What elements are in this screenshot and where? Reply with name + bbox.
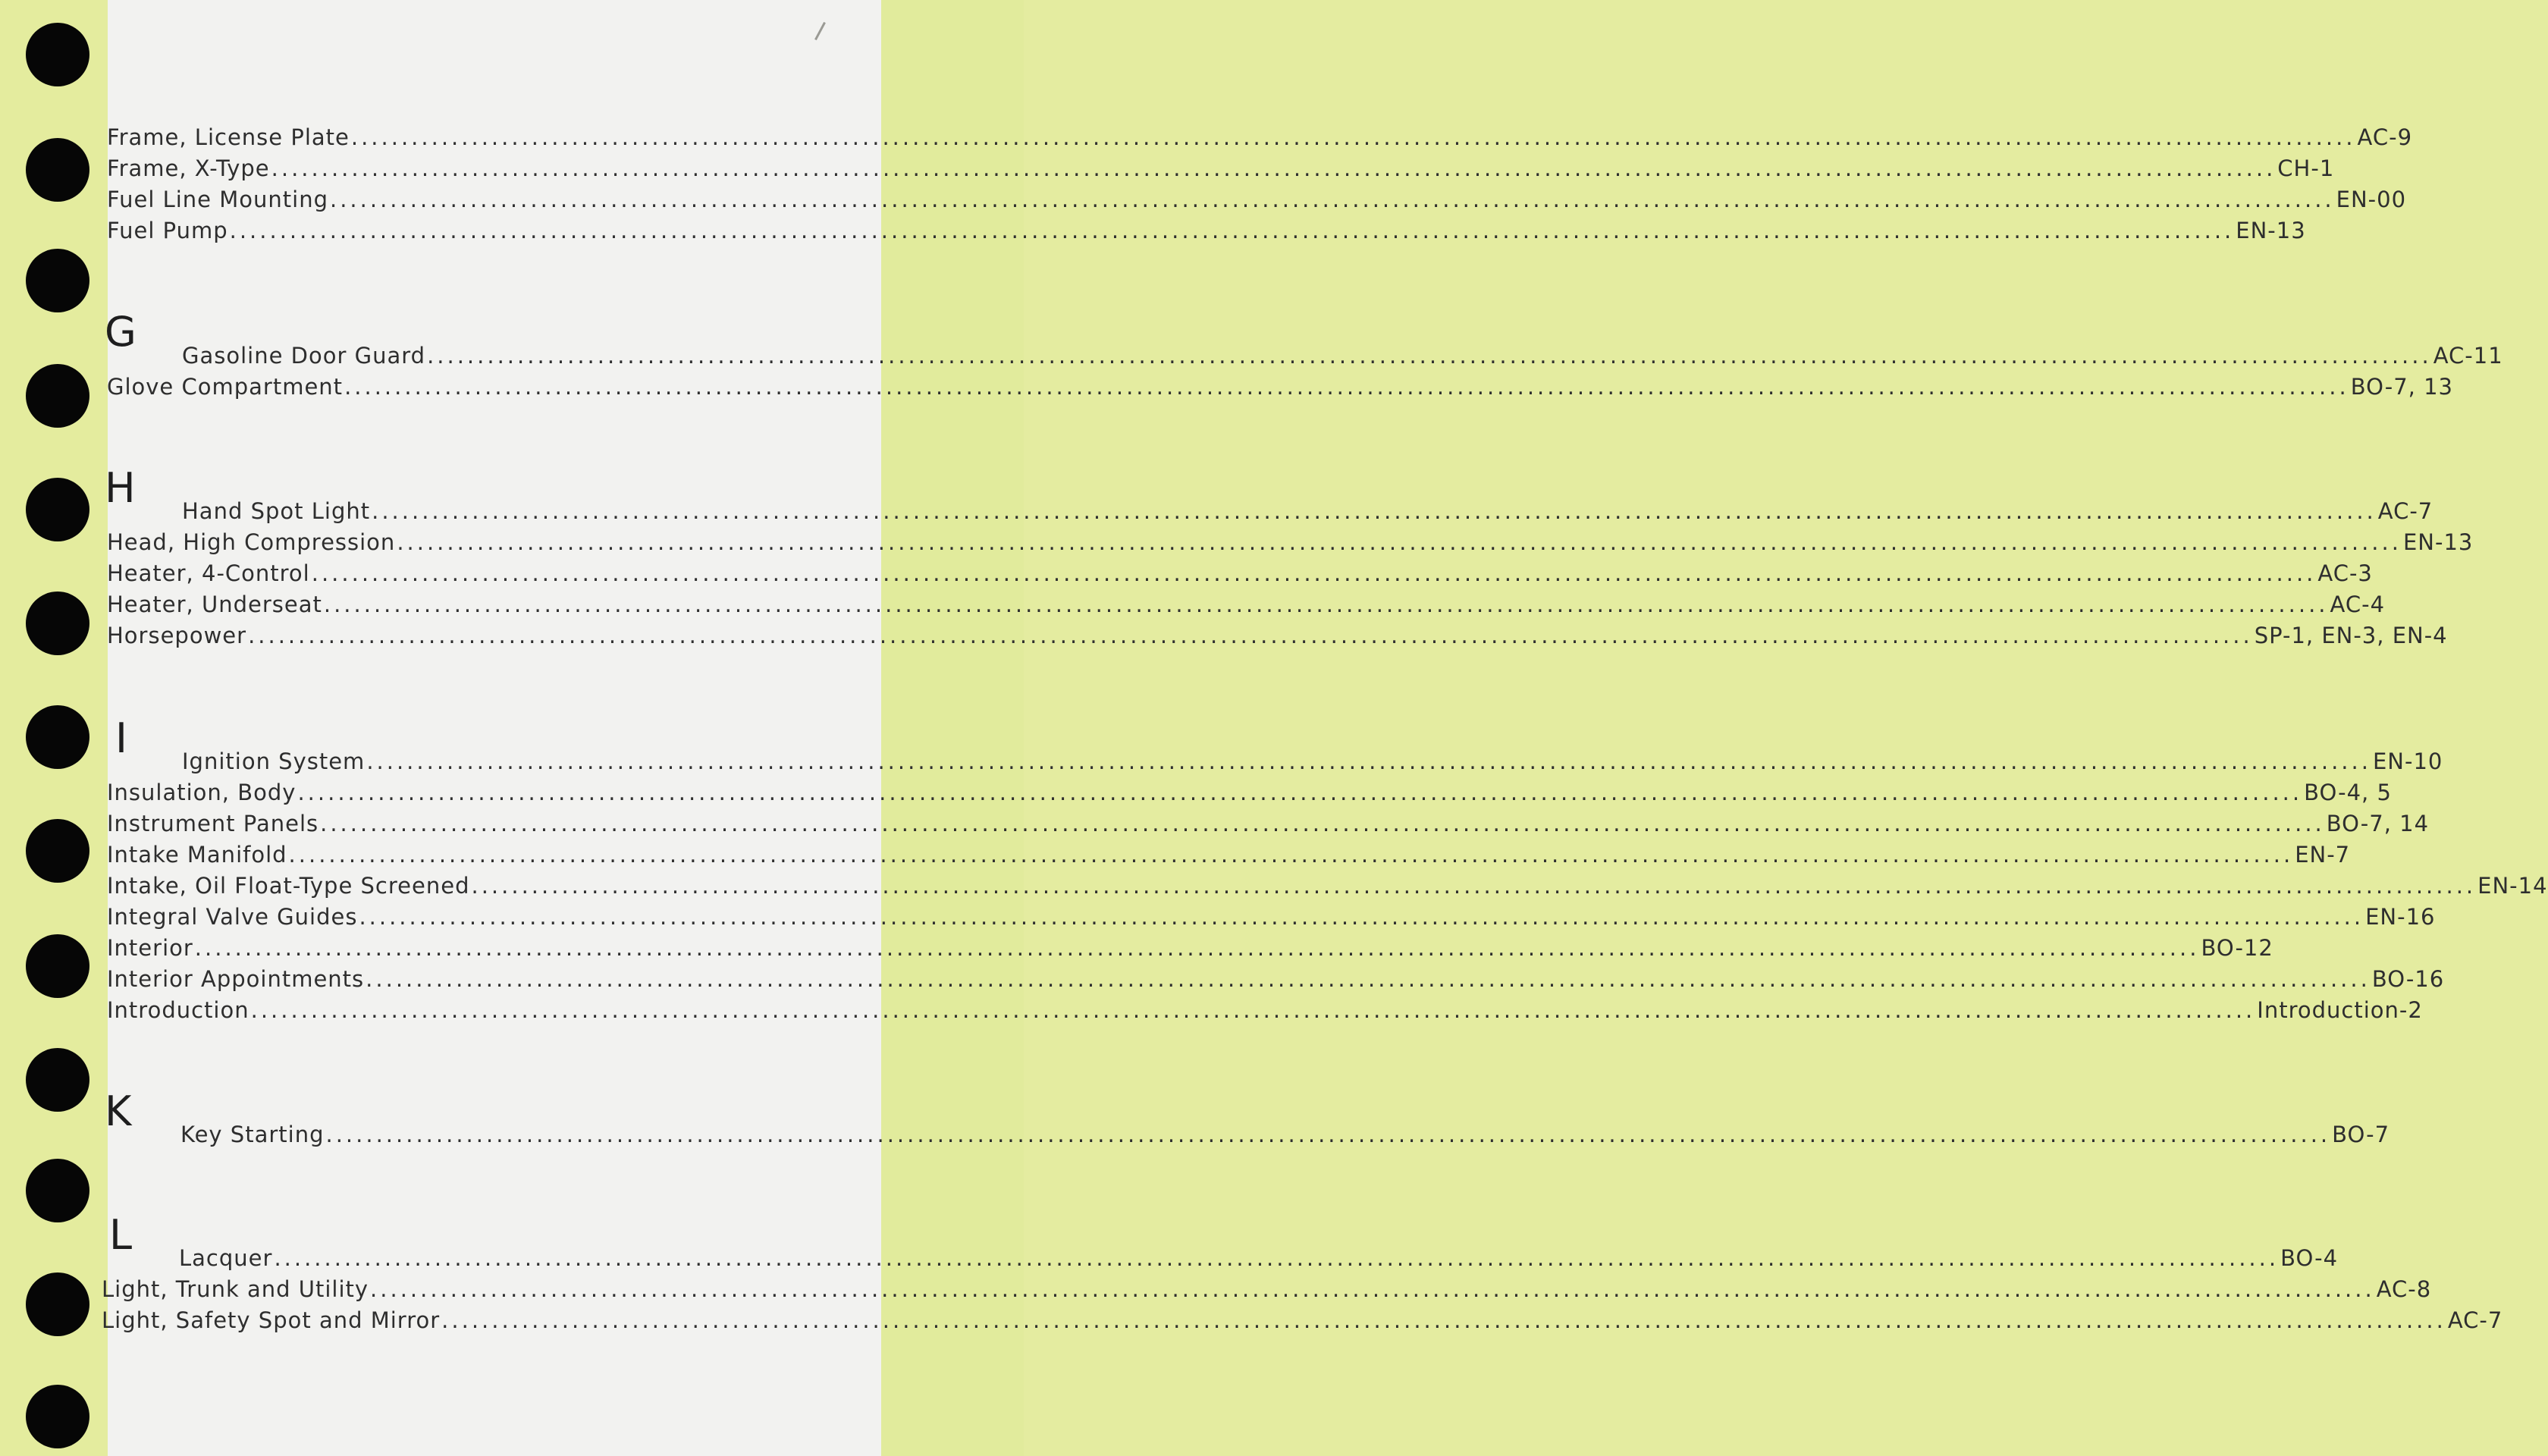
dot-leader: ........................................................................................................................................................................................................ — [344, 374, 2349, 400]
entry-label: Fuel Line Mounting — [107, 187, 328, 212]
binder-hole — [26, 705, 89, 769]
entry-label: Interior Appointments — [107, 966, 365, 992]
index-entry — [107, 155, 2335, 182]
entry-label: Ignition System — [182, 748, 366, 774]
entry-label: Heater, Underseat — [107, 592, 322, 617]
section-letter: I — [115, 714, 127, 762]
entry-label: Light, Trunk and Utility — [102, 1276, 369, 1302]
entry-label: Horsepower — [107, 623, 247, 648]
index-entry — [107, 622, 2448, 649]
binder-hole — [26, 249, 89, 312]
entry-page: Introduction-2 — [2257, 997, 2423, 1023]
index-entry — [107, 841, 2351, 868]
index-entry — [107, 186, 2407, 213]
entry-label: Frame, X-Type — [107, 155, 270, 181]
dot-leader: ........................................................................................................................................................................................................ — [350, 124, 2356, 150]
entry-label: Glove Compartment — [107, 374, 344, 400]
entry-label: Key Starting — [180, 1122, 325, 1147]
entry-page: EN-13 — [2236, 218, 2306, 243]
dot-leader: ........................................................................................................................................................................................................ — [397, 529, 2402, 555]
dot-leader: ........................................................................................................................................................................................................ — [325, 1122, 2331, 1147]
entry-page: AC-9 — [2357, 124, 2413, 150]
index-entry — [107, 124, 2413, 151]
entry-page: BO-7, 14 — [2326, 811, 2430, 836]
index-entry — [102, 1307, 2503, 1334]
index-entry — [107, 217, 2306, 244]
dot-leader: ........................................................................................................................................................................................................ — [271, 155, 2277, 181]
binder-hole — [26, 23, 89, 86]
dot-leader: ........................................................................................................................................................................................................ — [250, 997, 2256, 1023]
entry-page: BO-12 — [2201, 935, 2273, 961]
index-entry — [107, 779, 2392, 806]
index-entry — [102, 1276, 2432, 1303]
entry-label: Gasoline Door Guard — [182, 343, 426, 369]
dot-leader: ........................................................................................................................................................................................................ — [229, 218, 2235, 243]
binder-hole — [26, 592, 89, 655]
binder-hole — [26, 934, 89, 998]
binder-hole — [26, 1385, 89, 1448]
entry-label: Insulation, Body — [107, 780, 297, 805]
entry-label: Intake Manifold — [107, 842, 287, 868]
dot-leader: ........................................................................................................................................................................................................ — [427, 343, 2432, 369]
entry-label: Heater, 4-Control — [107, 560, 310, 586]
entry-label: Head, High Compression — [107, 529, 396, 555]
index-entry — [107, 529, 2474, 556]
index-entry — [107, 996, 2423, 1024]
entry-page: AC-3 — [2317, 560, 2373, 586]
entry-label: Integral Valve Guides — [107, 904, 358, 930]
index-entry — [182, 342, 2503, 369]
entry-label: Interior — [107, 935, 193, 961]
entry-page: AC-7 — [2377, 498, 2433, 524]
dot-leader: ........................................................................................................................................................................................................ — [248, 623, 2253, 648]
entry-page: EN-00 — [2336, 187, 2407, 212]
index-entry — [180, 1121, 2390, 1148]
binder-hole — [26, 1048, 89, 1112]
index-entry — [179, 1244, 2339, 1272]
section-letter: K — [105, 1087, 132, 1135]
entry-page: AC-4 — [2330, 592, 2386, 617]
entry-page: BO-4 — [2280, 1245, 2339, 1271]
section-letter: H — [105, 464, 136, 512]
dot-leader: ........................................................................................................................................................................................................ — [194, 935, 2200, 961]
dot-leader: ........................................................................................................................................................................................................ — [372, 498, 2377, 524]
index-entry — [182, 748, 2443, 775]
entry-page: AC-8 — [2376, 1276, 2432, 1302]
section-letter: L — [109, 1211, 133, 1259]
entry-page: EN-10 — [2372, 748, 2443, 774]
binder-hole — [26, 478, 89, 541]
binder-hole — [26, 1272, 89, 1336]
entry-label: Light, Safety Spot and Mirror — [102, 1307, 441, 1333]
dot-leader: ........................................................................................................................................................................................................ — [274, 1245, 2280, 1271]
index-entry — [107, 810, 2430, 837]
entry-page: AC-7 — [2447, 1307, 2503, 1333]
index-entry — [107, 965, 2445, 993]
entry-page: BO-4, 5 — [2304, 780, 2392, 805]
entry-label: Frame, License Plate — [107, 124, 350, 150]
dot-leader: ........................................................................................................................................................................................................ — [366, 966, 2371, 992]
dot-leader: ........................................................................................................................................................................................................ — [311, 560, 2317, 586]
entry-label: Hand Spot Light — [182, 498, 371, 524]
dot-leader: ........................................................................................................................................................................................................ — [330, 187, 2335, 212]
entry-page: BO-7, 13 — [2350, 374, 2453, 400]
dot-leader: ........................................................................................................................................................................................................ — [288, 842, 2294, 868]
dot-leader: ........................................................................................................................................................................................................ — [366, 748, 2371, 774]
dot-leader: ........................................................................................................................................................................................................ — [359, 904, 2364, 930]
dot-leader: ........................................................................................................................................................................................................ — [471, 873, 2477, 899]
entry-page: EN-13 — [2402, 529, 2474, 555]
section-letter: G — [105, 308, 136, 356]
index-entry — [107, 903, 2436, 930]
dot-leader: ........................................................................................................................................................................................................ — [370, 1276, 2375, 1302]
entry-label: Instrument Panels — [107, 811, 319, 836]
entry-page: EN-14 — [2477, 873, 2548, 899]
entry-page: SP-1, EN-3, EN-4 — [2254, 623, 2448, 648]
entry-page: EN-16 — [2365, 904, 2436, 930]
index-entry — [107, 373, 2453, 400]
index-entry — [107, 872, 2548, 899]
index-entry — [107, 934, 2273, 962]
entry-label: Introduction — [107, 997, 249, 1023]
entry-page: CH-1 — [2277, 155, 2335, 181]
entry-page: EN-7 — [2295, 842, 2351, 868]
index-entry — [107, 591, 2386, 618]
entry-page: BO-16 — [2371, 966, 2445, 992]
dot-leader: ........................................................................................................................................................................................................ — [320, 811, 2325, 836]
entry-page: BO-7 — [2332, 1122, 2390, 1147]
index-entry — [182, 497, 2433, 525]
binder-hole — [26, 819, 89, 883]
entry-label: Lacquer — [179, 1245, 273, 1271]
dot-leader: ........................................................................................................................................................................................................ — [323, 592, 2329, 617]
entry-label: Fuel Pump — [107, 218, 228, 243]
entry-label: Intake, Oil Float-Type Screened — [107, 873, 470, 899]
binder-hole — [26, 364, 89, 428]
index-entry — [107, 560, 2373, 587]
binder-hole — [26, 1159, 89, 1222]
binder-hole — [26, 138, 89, 202]
dot-leader: ........................................................................................................................................................................................................ — [441, 1307, 2446, 1333]
entry-page: AC-11 — [2433, 343, 2503, 369]
dot-leader: ........................................................................................................................................................................................................ — [297, 780, 2303, 805]
